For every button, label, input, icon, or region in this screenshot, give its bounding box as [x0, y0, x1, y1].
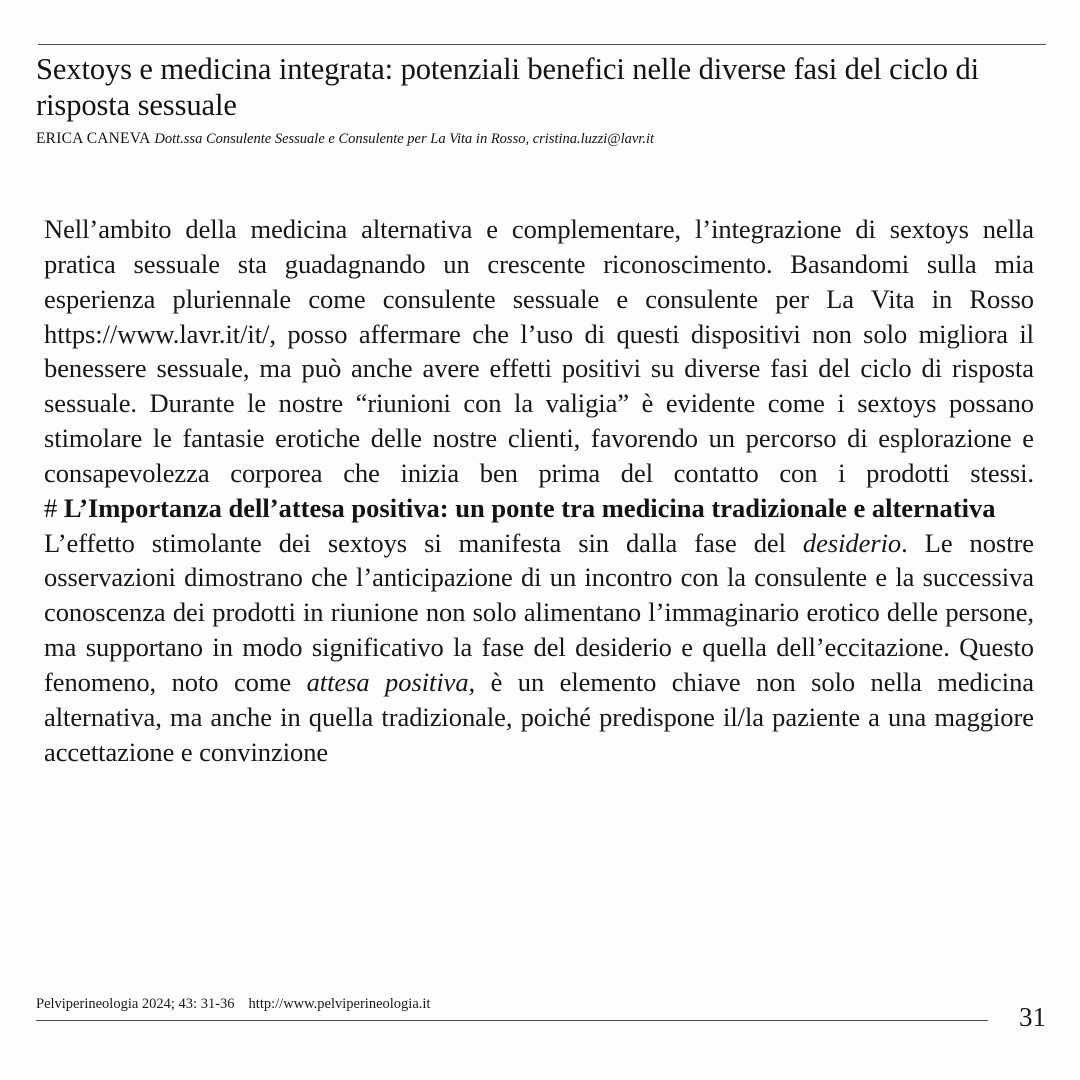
text-segment: è un elemento chiave non solo nella medicina alternativa, ma anche in quella tradizionale, poiché predispone il/la paziente a una maggiore accettazione e convinzione — [44, 666, 1034, 767]
footer-citation-line — [36, 996, 430, 1013]
page-title: Sextoys e medicina integrata: potenziali benefici nelle diverse fasi del ciclo di risposta sessuale — [36, 52, 979, 122]
footer-url[interactable]: http://www.pelviperineologia.it — [248, 996, 431, 1012]
byline — [36, 130, 1050, 148]
text-segment-italic: desiderio — [802, 527, 902, 558]
paragraph-intro: Nell’ambito della medicina alternativa e complementare, l’integrazione di sextoys nella pratica sessuale sta guadagnando un crescente riconoscimento. Basandomi sulla mia esperienza pluriennale come consulente sessuale e consulente per La Vita in Rosso https://www.lavr.it/it/, posso affermare che l’uso di questi dispositivi non solo migliora il benessere sessuale, ma può anche avere effetti positivi su diverse fasi del ciclo di risposta sessuale. Durante le nostre “riunioni con la valigia” è evidente come i sextoys possano stimolare le fantasie erotiche delle nostre clienti, favorendo un percorso di esplorazione e consapevolezza corporea che inizia ben prima del contatto con i prodotti stessi. — [44, 214, 1034, 488]
header-divider — [38, 44, 1046, 45]
text-segment: . Le nostre osservazioni dimostrano che l’anticipazione di un incontro con la consulente e la successiva conoscenza dei prodotti in riunione non solo alimentano l’immaginario erotico delle persone, ma supportano in modo significativo la fase del desiderio e quella dell’eccitazione. Questo fenomeno, noto come — [44, 527, 1034, 697]
section-heading — [44, 491, 1034, 526]
heading-text: L’Importanza dell’attesa positiva: un ponte tra medicina tradizionale e alternativa — [63, 492, 996, 523]
footer-citation: Pelviperineologia 2024; 43: 31-36 — [36, 996, 235, 1012]
footer-divider — [36, 1020, 988, 1021]
article-body — [44, 212, 1034, 770]
text-segment: L’effetto stimolante dei sextoys si manifesta sin dalla fase del — [44, 527, 803, 558]
byline-affiliation: Dott.ssa Consulente Sessuale e Consulente per La Vita in Rosso, cristina.luzzi@lavr.it — [154, 131, 655, 148]
paragraph-body-2 — [44, 526, 1034, 770]
text-segment-italic: attesa positiva, — [306, 666, 476, 697]
page-footer — [36, 996, 1046, 1032]
article-header — [36, 52, 1050, 148]
page-number: 31 — [1019, 1002, 1046, 1032]
heading-marker: # — [44, 492, 58, 523]
byline-author: ERICA CANEVA — [36, 130, 151, 148]
